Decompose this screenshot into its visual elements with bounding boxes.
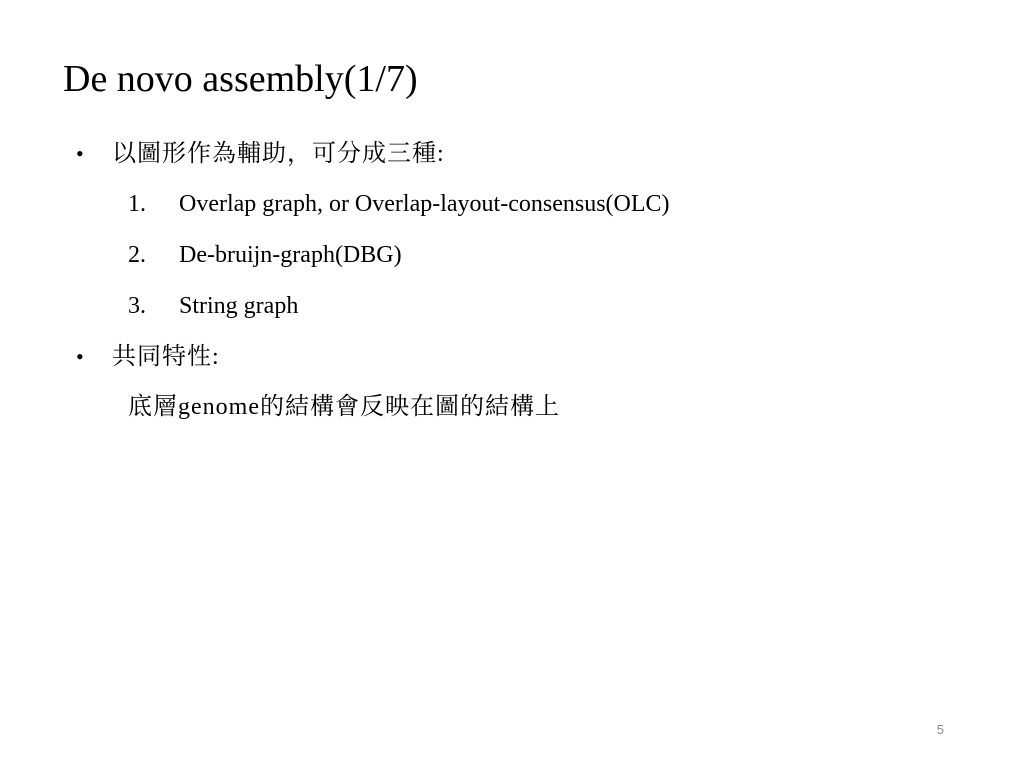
numbered-item [76,237,976,288]
bullet-marker: • [76,344,84,369]
slide-body [76,136,976,439]
bullet-detail: 底層genome的結構會反映在圖的結構上 [128,394,560,420]
page-number: 5 [936,722,944,737]
item-text: String graph [179,293,299,319]
slide-title: De novo assembly(1/7) [63,58,418,100]
bullet-marker: • [76,141,84,166]
item-number: 2. [128,242,146,268]
bullet-item [76,339,976,389]
item-number: 3. [128,293,146,319]
bullet-text: 共同特性: [112,344,220,370]
numbered-item [76,288,976,339]
item-number: 1. [128,191,146,217]
bullet-item [76,136,976,186]
item-text: Overlap graph, or Overlap-layout-consensus(OLC) [179,191,670,217]
bullet-text: 以圖形作為輔助，可分成三種: [112,141,445,167]
numbered-item [76,186,976,237]
item-text: De-bruijn-graph(DBG) [179,242,402,268]
